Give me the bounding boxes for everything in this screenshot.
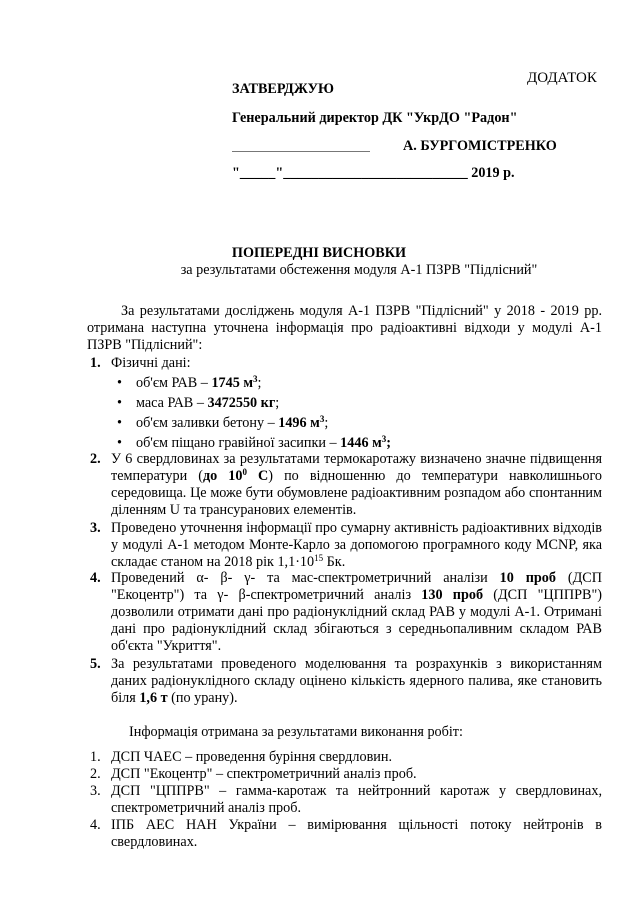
item-number: 1. [90,355,101,371]
list-item-fuel: За результатами проведеного моделювання та розрахунків з використанням даних радіонуклідного складу оцінено кількість ядерного палива, яке становить біля 1,6 т (по урану). [111,656,602,706]
item-label: Фізичні дані: [111,355,191,371]
bullet-mass: маса РАВ – 3472550 кг; [136,395,280,411]
works-number: 2. [90,766,101,782]
approval-title: ЗАТВЕРДЖУЮ [232,81,334,97]
bullet-icon: • [117,395,122,411]
works-item: ДСП "ЦППРВ" – гамма-каротаж та нейтронний каротаж у свердловинах, спектрометричний аналіз проб. [111,783,602,816]
approval-date [232,165,515,182]
document-title: ПОПЕРЕДНІ ВИСНОВКИ [231,245,407,261]
works-item: ІПБ АЕС НАН України – вимірювання щільності потоку нейтронів в свердловинах. [111,817,602,850]
bullet-icon: • [117,375,122,391]
works-item: ДСП "Екоцентр" – спектрометричний аналіз проб. [111,766,417,782]
bullet-concrete: об'єм заливки бетону – 1496 $м^3$; [136,414,329,431]
works-heading: Інформація отримана за результатами виконання робіт: [129,724,463,740]
bullet-gravel: об'єм піщано гравійної засипки – 1446 $м^3$; [136,434,391,451]
item-number: 4. [90,570,101,586]
date-year: 2019 р. [467,165,515,181]
date-blank: "_____"__________________________ [232,165,468,181]
works-number: 3. [90,783,101,799]
list-item-analysis: Проведений α- β- γ- та мас-спектрометричний аналізи 10 проб (ДСП "Екоцентр") та γ- β-спектрометричний аналіз 130 проб (ДСП "ЦППРВ") дозволили отримати дані про радіонуклідний склад РАВ у модулі А-1. Отримані дані про радіонуклідний склад збігаються з середньопаливним складом РАВ об'єкта "Укриття". [111,570,602,654]
works-number: 1. [90,749,101,765]
approval-signer: А. БУРГОМІСТРЕНКО [403,138,557,154]
works-number: 4. [90,817,101,833]
annex-label: ДОДАТОК [527,70,597,86]
bullet-icon: • [117,435,122,451]
list-item-physical-data [0,355,638,451]
item-number: 2. [90,451,101,467]
item-number: 3. [90,520,101,536]
bullet-volume: об'єм РАВ – 1745 $м^3$; [136,374,262,391]
bullet-icon: • [117,415,122,431]
list-item-temperature: У 6 свердловинах за результатами термокаротажу визначено значне підвищення температури (до $10^0$ С) по відношенню до температури навколишнього середовища. Це може бути обумовлене радіоактивним розпадом або спонтанним діленням U та трансуранових елементів. [111,451,603,518]
signature-line [232,150,370,152]
list-item-activity: Проведено уточнення інформації про сумарну активність радіоактивних відходів у модулі А-1 методом Монте-Карло за допомогою програмного коду MCNP, яка складає станом на 2018 рік $1,1\cdot 10^{15}$ Бк. [111,520,602,570]
works-item: ДСП ЧАЕС – проведення буріння свердловин. [111,749,392,765]
approval-position: Генеральний директор ДК "УкрДО "Радон" [232,110,518,126]
intro-paragraph: За результатами досліджень модуля А-1 ПЗРВ "Підлісний" у 2018 - 2019 рр. отримана наступна уточнена інформація про радіоактивні відходи у модулі А-1 ПЗРВ "Підлісний": [87,303,602,353]
document-subtitle: за результатами обстеження модуля А-1 ПЗРВ "Підлісний" [180,262,538,278]
item-number: 5. [90,656,101,672]
